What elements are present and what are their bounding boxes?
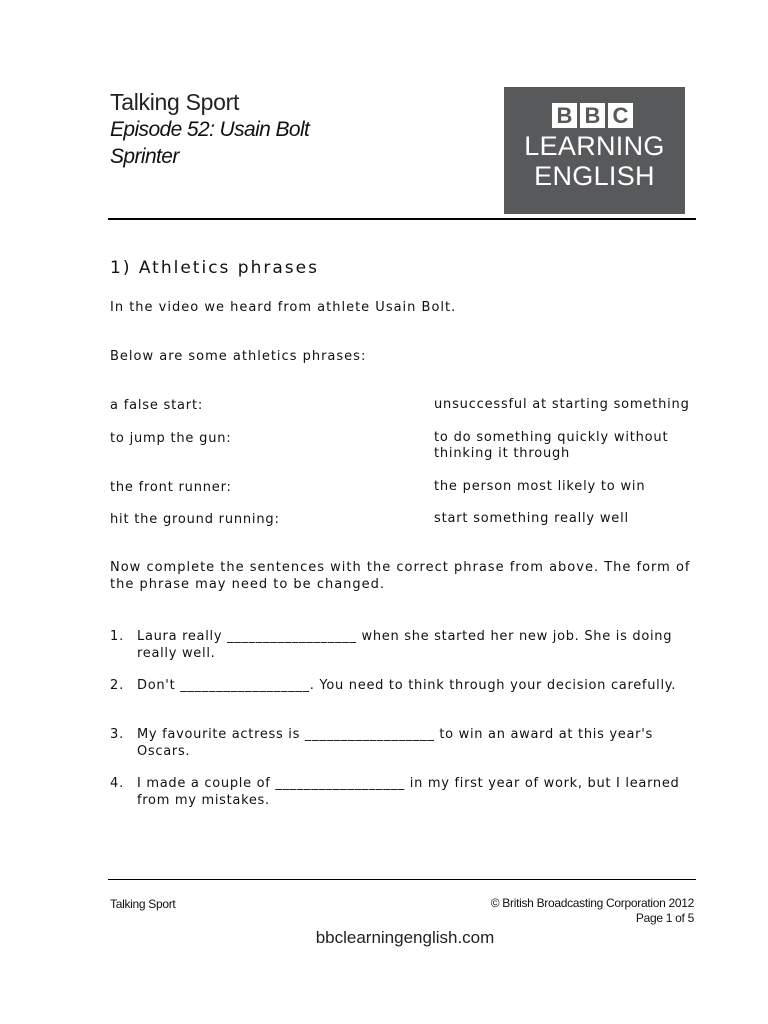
bbc-blocks [552, 103, 633, 128]
footer-divider [108, 879, 696, 880]
phrase-definition: to do something quickly without thinking it through [434, 430, 669, 461]
phrase-definition: the person most likely to win [434, 479, 646, 494]
lead-text: Below are some athletics phrases: [110, 349, 367, 364]
question-number: 3. [110, 727, 125, 742]
bbc-block-c: C [608, 103, 633, 128]
footer-url[interactable]: bbclearningenglish.com [315, 928, 495, 947]
bbc-block-b1: B [552, 103, 577, 128]
bbc-learning-english-logo [504, 87, 685, 214]
question-text: I made a couple of __________________ in my first year of work, but I learned from my mistakes. [137, 776, 680, 808]
question-text: Laura really __________________ when she started her new job. She is doing really well. [137, 629, 673, 661]
episode-title: Episode 52: Usain Bolt [110, 118, 310, 141]
episode-subtitle: Sprinter [110, 145, 179, 168]
logo-learning: LEARNING [524, 131, 665, 161]
footer-meta [491, 896, 694, 926]
document-title: Talking Sport [110, 89, 240, 115]
phrase-definition: unsuccessful at starting something [434, 397, 690, 412]
bbc-block-b2: B [580, 103, 605, 128]
question-number: 4. [110, 776, 125, 791]
phrase-term: a false start: [110, 398, 204, 413]
page-number: Page 1 of 5 [635, 911, 694, 925]
question-text: Don't __________________. You need to think through your decision carefully. [137, 678, 677, 693]
question-number: 2. [110, 678, 125, 693]
footer-title: Talking Sport [110, 897, 176, 911]
instructions-text: Now complete the sentences with the correct phrase from above. The form of the phrase may need to be changed. [110, 560, 691, 592]
phrase-definition: start something really well [434, 511, 629, 526]
header-divider [108, 218, 696, 220]
logo-english: ENGLISH [534, 161, 655, 191]
phrase-term: hit the ground running: [110, 512, 280, 527]
section-heading: 1) Athletics phrases [110, 258, 319, 278]
question-text: My favourite actress is __________________ to win an award at this year's Oscars. [137, 727, 653, 759]
copyright-text: © British Broadcasting Corporation 2012 [490, 896, 694, 910]
phrase-term: to jump the gun: [110, 431, 232, 446]
intro-text: In the video we heard from athlete Usain Bolt. [110, 300, 457, 315]
question-number: 1. [110, 629, 125, 644]
phrase-term: the front runner: [110, 480, 232, 495]
